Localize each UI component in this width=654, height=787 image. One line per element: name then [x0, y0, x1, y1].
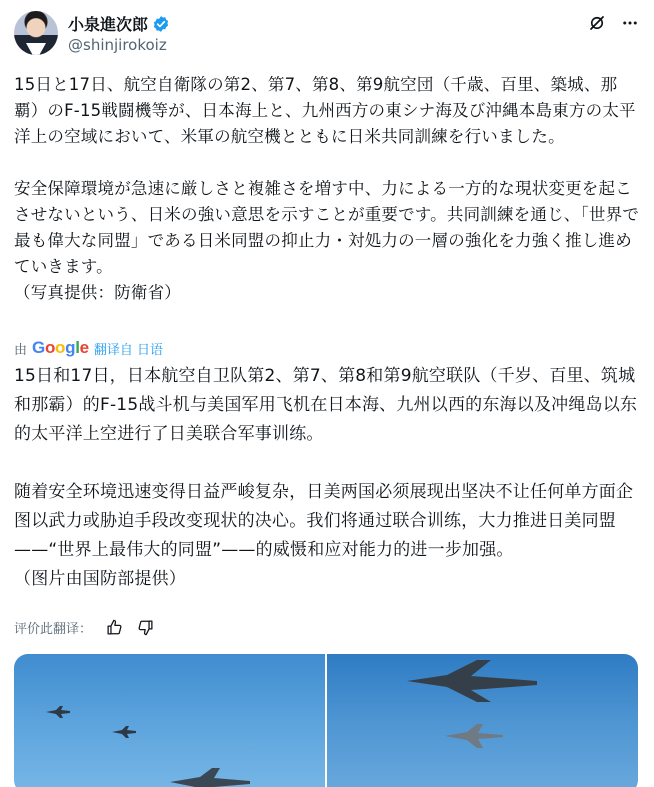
translation-source-link[interactable]: 翻译自 日语: [93, 342, 163, 358]
jet-icon: [407, 659, 537, 703]
avatar[interactable]: [14, 11, 58, 55]
verified-badge-icon: [152, 15, 170, 33]
more-options-icon[interactable]: [620, 14, 640, 37]
author-handle[interactable]: @shinjirokoiz: [68, 36, 167, 54]
post-header: [14, 8, 640, 60]
translation-attribution: [14, 338, 163, 358]
google-logo: Google: [32, 338, 89, 357]
jet-icon: [445, 724, 503, 748]
rate-translation-label: 评价此翻译：: [14, 622, 93, 637]
rate-translation: [14, 618, 154, 637]
photo-formation-right[interactable]: [327, 654, 638, 787]
thumb-up-icon[interactable]: [106, 619, 123, 636]
jet-icon: [170, 768, 250, 787]
post-text-original: 15日と17日、航空自衛隊の第2、第7、第8、第9航空団（千歳、百里、築城、那覇）のF-15戦闘機等が、日本海上と、九州西方の東シナ海及び沖縄本島東方の太平洋上の空域において、米軍の航空機とともに日米共同訓練を行いました。 安全保障環境が急速に厳しさと複雑さを増す中、力による一方的な現状変更を起こさせないという、日米の強い意思を示すことが重要です。共同訓練を通じ、「世界で最も偉大な同盟」である日米同盟の抑止力・対処力の一層の強化を力強く推し進めていきます。 （写真提供：防衛省）: [14, 75, 640, 302]
post-actions-top: [574, 14, 640, 37]
jet-icon: [46, 706, 72, 718]
photo-formation-left[interactable]: [14, 654, 325, 787]
post-text-translated: 15日和17日，日本航空自卫队第2、第7、第8和第9航空联队（千岁、百里、筑城和那霸）的F-15战斗机与美国军用飞机在日本海、九州以西的东海以及冲绳岛以东的太平洋上空进行了日美联合军事训练。 随着安全环境迅速变得日益严峻复杂，日美两国必须展现出坚决不让任何单方面企图以武力或胁迫手段改变现状的决心。我们将通过联合训练，大力推进日美同盟——“世界上最伟大的同盟”——的威慑和应对能力的进一步加强。 （图片由国防部提供）: [14, 366, 638, 589]
jet-icon: [112, 726, 138, 738]
grok-icon[interactable]: [588, 14, 606, 37]
author-name-row: [68, 12, 170, 35]
translation-prefix: 由: [14, 342, 28, 358]
author-display-name[interactable]: 小泉進次郎: [68, 15, 149, 34]
thumb-down-icon[interactable]: [137, 619, 154, 636]
post-media: [14, 654, 638, 787]
